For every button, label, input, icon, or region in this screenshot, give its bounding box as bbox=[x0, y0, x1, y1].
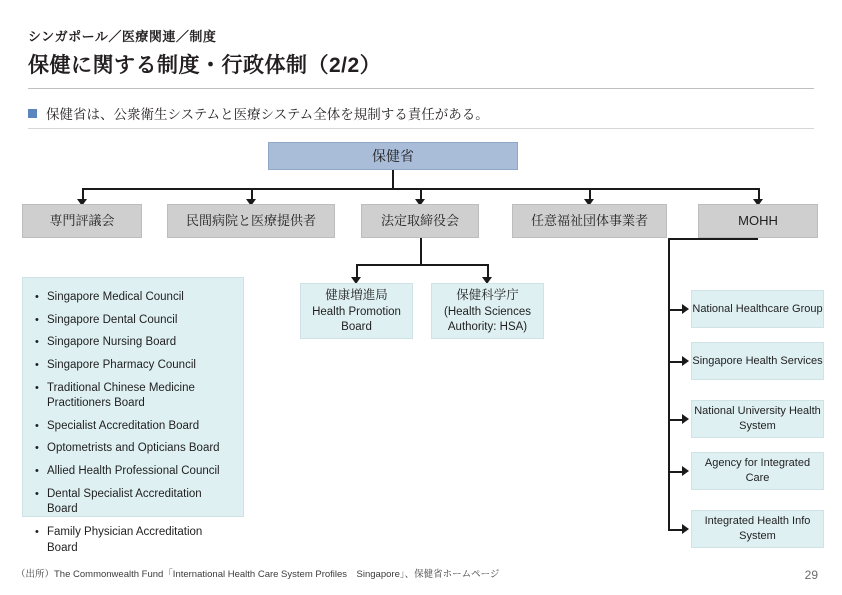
source-note: （出所）The Commonwealth Fund「International Health Care System Profiles Singapore」、保健省ホームページ bbox=[16, 569, 500, 580]
list-item: • Traditional Chinese Medicine Practitioners Board bbox=[35, 381, 233, 412]
list-item: • Family Physician Accreditation Board bbox=[35, 525, 233, 556]
list-item: • Singapore Pharmacy Council bbox=[35, 358, 233, 374]
agency-title: 保健科学庁 bbox=[456, 287, 519, 302]
arrow-right-icon-4 bbox=[682, 466, 689, 476]
list-item: • Singapore Dental Council bbox=[35, 313, 233, 329]
connector-statutory-bus bbox=[356, 264, 487, 266]
page-title: 保健に関する制度・行政体制（2/2） bbox=[28, 54, 382, 77]
list-item: • Singapore Medical Council bbox=[35, 290, 233, 306]
org-node-integrated-health-info-system: Integrated Health Info System bbox=[691, 510, 824, 548]
list-item: • Allied Health Professional Council bbox=[35, 464, 233, 480]
arrow-right-icon-3 bbox=[682, 414, 689, 424]
org-node-mohh: MOHH bbox=[698, 204, 818, 238]
bullet-divider bbox=[28, 128, 814, 129]
arrow-right-icon-2 bbox=[682, 356, 689, 366]
connector-statutory-trunk bbox=[420, 238, 422, 264]
list-item: • Singapore Nursing Board bbox=[35, 335, 233, 351]
org-node-root: 保健省 bbox=[268, 142, 518, 170]
summary-bullet bbox=[28, 103, 489, 123]
bullet-square-icon bbox=[28, 109, 37, 118]
agency-subtitle: (Health Sciences Authority: HSA) bbox=[444, 306, 531, 334]
header-divider bbox=[28, 88, 814, 89]
org-node-agency-for-integrated-care: Agency for Integrated Care bbox=[691, 452, 824, 490]
connector-root-trunk bbox=[392, 170, 394, 188]
arrow-right-icon-5 bbox=[682, 524, 689, 534]
org-node-health-promotion-board bbox=[300, 283, 413, 339]
org-node-national-university-health-system: National University Health System bbox=[691, 400, 824, 438]
page-number: 29 bbox=[804, 568, 818, 582]
org-node-singapore-health-services: Singapore Health Services bbox=[691, 342, 824, 380]
org-node-statutory-boards: 法定取締役会 bbox=[361, 204, 479, 238]
org-node-health-sciences-authority bbox=[431, 283, 544, 339]
arrow-right-icon-1 bbox=[682, 304, 689, 314]
org-node-voluntary-welfare: 任意福祉団体事業者 bbox=[512, 204, 667, 238]
connector-mohh-spine bbox=[668, 238, 670, 530]
summary-bullet-text: 保健省は、公衆衛生システムと医療システム全体を規制する責任がある。 bbox=[46, 107, 489, 122]
list-item: • Optometrists and Opticians Board bbox=[35, 441, 233, 457]
list-item: • Dental Specialist Accreditation Board bbox=[35, 487, 233, 518]
org-node-professional-councils: 専門評議会 bbox=[22, 204, 142, 238]
agency-subtitle: Health Promotion Board bbox=[312, 306, 401, 334]
org-node-national-healthcare-group: National Healthcare Group bbox=[691, 290, 824, 328]
breadcrumb: シンガポール／医療関連／制度 bbox=[28, 29, 217, 44]
list-item: • Specialist Accreditation Board bbox=[35, 419, 233, 435]
agency-title: 健康増進局 bbox=[325, 287, 388, 302]
org-node-private-hospitals: 民間病院と医療提供者 bbox=[167, 204, 335, 238]
professional-councils-list bbox=[22, 277, 244, 554]
connector-mohh-top bbox=[668, 238, 758, 240]
